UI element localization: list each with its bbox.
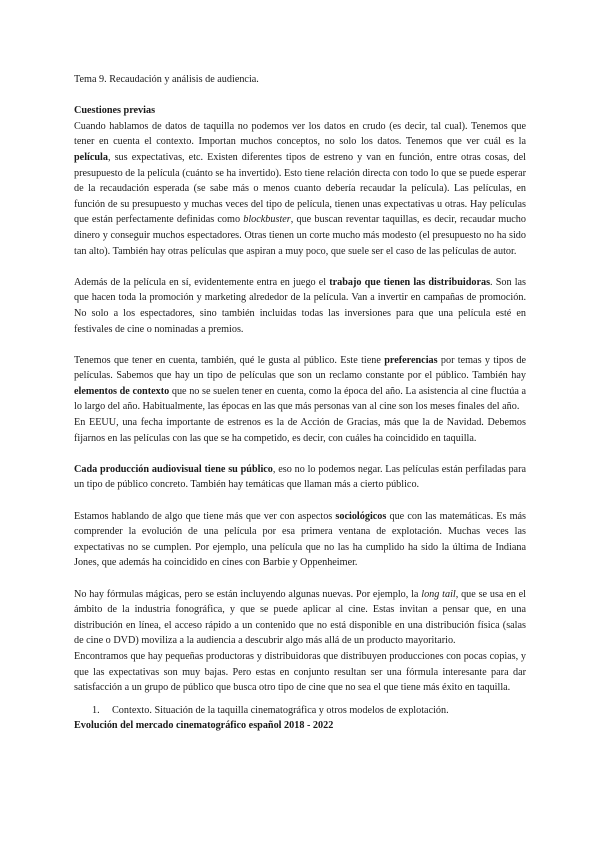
document-title: Tema 9. Recaudación y análisis de audiencia.	[74, 74, 259, 85]
list-text: Contexto. Situación de la taquilla cinematográfica y otros modelos de explotación.	[112, 704, 449, 716]
paragraph-publico: Cada producción audiovisual tiene su público, eso no lo podemos negar. Las películas están perfiladas para un tipo de público concreto. También hay temáticas que llaman más a cierto público.	[74, 463, 526, 491]
paragraph-peliculas-expectativas: Cuando hablamos de datos de taquilla no podemos ver los datos en crudo (es decir, tal cual). Tenemos que tener en cuenta el contexto. Importan muchos conceptos, no solo los datos. Tenemos que ver cuál es la película, sus expectativas, etc. Existen diferentes tipos de estreno y van en función, entre otras cosas, del presupuesto de la película (cuánto se ha invertido). Esto tiene relación directa con todo lo que se puede esperar de la recaudación esperada (se sabe más o menos cuanto debería recaudar la película). Las películas, en función de su presupuesto y muchas veces del tipo de película, tienen unas expectativas u otras. Hay películas que están perfectamente definidas como blockbuster, que buscan reventar taquillas, es decir, recaudar mucho dinero y conseguir muchos espectadores. Otras tienen un corte mucho más modesto (el presupuesto no ha sido tan alto). También hay otras películas que aspiran a muy poco, que suele ser el caso de las películas de autor.	[74, 120, 526, 257]
paragraph-sociologicos: Estamos hablando de algo que tiene más que ver con aspectos sociológicos que con las matemáticas. Es más comprender la evolución de una película por esa primera ventana de explotación. Muchas veces las expectativas no se cumplen. Por ejemplo, una película que no las ha cumplido ha sido la última de Indiana Jones, que además ha coincidido en cines con Barbie y Oppenheimer.	[74, 510, 526, 569]
paragraph-pequenas-productoras: Encontramos que hay pequeñas productoras y distribuidoras que distribuyen producciones con pocas copias, y que las expectativas son muy bajas. Pero estas en conjunto resultan ser una fórmula interesante para dar satisfacción a un grupo de público que busca otro tipo de cine que no sea el que tiene más éxito en taquilla.	[74, 650, 526, 694]
section-heading-evolucion: Evolución del mercado cinematográfico español 2018 - 2022	[74, 720, 334, 732]
list-item	[92, 703, 526, 719]
paragraph-distribuidoras: Además de la película en sí, evidentemente entra en juego el trabajo que tienen las distribuidoras. Son las que hacen toda la promoción y marketing alrededor de la película. Van a invertir en campañas de promoción. No solo a los espectadores, sino también incluidas todas las inversiones para que una película esté en festivales de cine o nominadas a premios.	[74, 276, 527, 335]
paragraph-eeuu: En EEUU, una fecha importante de estrenos es la de Acción de Gracias, más que la de Navidad. Debemos fijarnos en las películas con las que se ha competido, es decir, con cuáles ha coincidido en taquilla.	[74, 417, 526, 444]
paragraph-preferencias: Tenemos que tener en cuenta, también, qué le gusta al público. Este tiene preferencias por temas y tipos de películas. Sabemos que hay un tipo de películas que son un reclamo constante por el público. También hay elementos de contexto que no se suelen tener en cuenta, como la época del año. La asistencia al cine fluctúa a lo largo del año. Habitualmente, las épocas en las que más personas van al cine son los meses finales del año.	[74, 354, 526, 413]
document-body	[74, 72, 526, 734]
section-heading-cuestiones-previas: Cuestiones previas	[74, 105, 156, 117]
list-number: 1.	[92, 704, 100, 716]
paragraph-long-tail: No hay fórmulas mágicas, pero se están incluyendo algunas nuevas. Por ejemplo, la long tail, que se usa en el ámbito de la industria fonográfica, y que se puede aplicar al cine. Estas invitan a pensar que, en una distribución en línea, el acceso rápido a un contenido que no está disponible en una distribución física (salas de cine o DVD) moviliza a la audiencia a descubrir algo más allá de un producto mayoritario.	[74, 588, 526, 647]
